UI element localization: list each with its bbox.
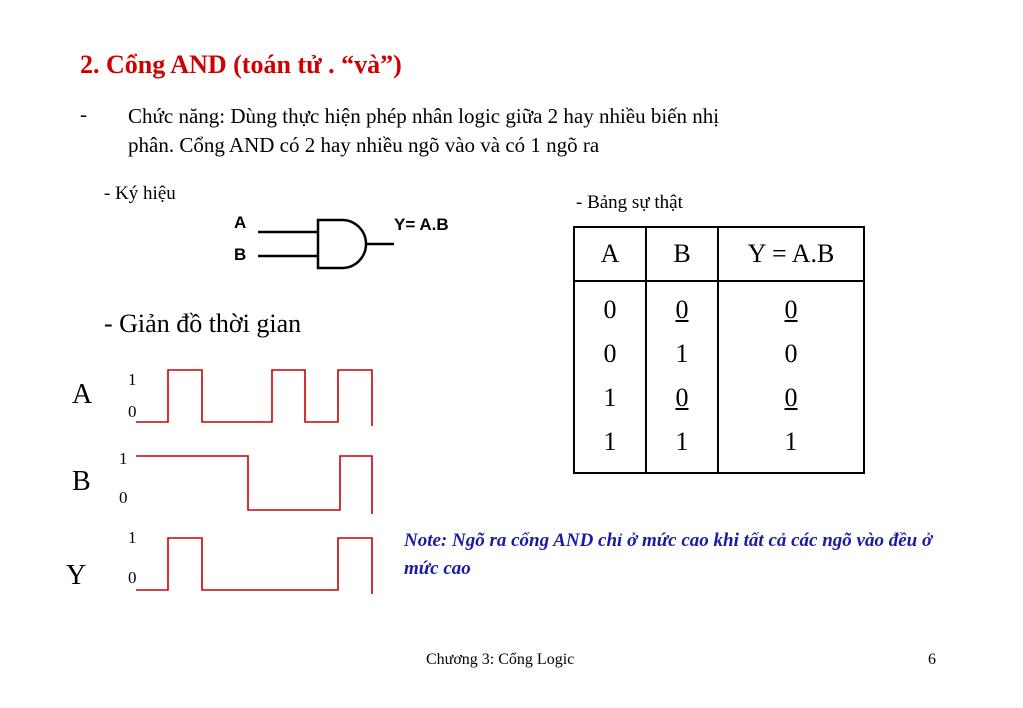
signal-b-high-label: 1	[119, 449, 128, 468]
table-row	[574, 332, 864, 376]
cell: 0	[574, 332, 646, 376]
cell: 0	[718, 376, 864, 420]
signal-b-low-label: 0	[119, 488, 128, 507]
page-number: 6	[928, 651, 936, 668]
table-row	[574, 281, 864, 332]
cell: 0	[718, 332, 864, 376]
gate-label-output: Y= A.B	[394, 215, 449, 234]
note-text: Note: Ngõ ra cổng AND chỉ ở mức cao khi tất cả các ngõ vào đều ở mức cao	[404, 530, 933, 579]
symbol-heading: - Ký hiệu	[104, 183, 176, 204]
cell: 0	[646, 376, 718, 420]
header-y: Y = A.B	[718, 227, 864, 281]
bullet-dash: -	[80, 102, 87, 126]
cell: 1	[646, 332, 718, 376]
cell: 1	[718, 420, 864, 473]
signal-y-name: Y	[66, 560, 87, 591]
signal-y-high-label: 1	[128, 528, 137, 547]
signal-y-low-label: 0	[128, 568, 137, 587]
truth-table-header-row	[574, 227, 864, 281]
cell: 1	[574, 376, 646, 420]
signal-a-name: A	[72, 379, 93, 410]
slide-title: 2. Cổng AND (toán tử . “và”)	[80, 50, 402, 79]
cell: 0	[646, 281, 718, 332]
cell: 0	[718, 281, 864, 332]
truth-table-heading: - Bảng sự thật	[576, 192, 683, 213]
signal-a-high-label: 1	[128, 370, 137, 389]
header-a: A	[574, 227, 646, 281]
waveform-y	[136, 538, 372, 594]
cell: 0	[574, 281, 646, 332]
gate-label-b: B	[234, 245, 247, 264]
and-gate-body	[318, 220, 366, 268]
bullet-line-1: Chức năng: Dùng thực hiện phép nhân logic giữa 2 hay nhiều biến nhị	[128, 104, 720, 128]
timing-heading: - Giản đồ thời gian	[104, 309, 302, 338]
truth-table	[573, 226, 865, 474]
waveform-a	[136, 370, 372, 426]
bullet-text	[128, 102, 719, 160]
header-b: B	[646, 227, 718, 281]
signal-b-name: B	[72, 466, 91, 497]
bullet-line-2: phân. Cổng AND có 2 hay nhiều ngõ vào và có 1 ngõ ra	[128, 133, 600, 157]
table-row	[574, 376, 864, 420]
table-row	[574, 420, 864, 473]
footer-chapter: Chương 3: Cổng Logic	[426, 651, 575, 668]
waveform-b	[136, 456, 372, 514]
cell: 1	[574, 420, 646, 473]
gate-label-a: A	[234, 213, 247, 232]
signal-a-low-label: 0	[128, 402, 137, 421]
cell: 1	[646, 420, 718, 473]
